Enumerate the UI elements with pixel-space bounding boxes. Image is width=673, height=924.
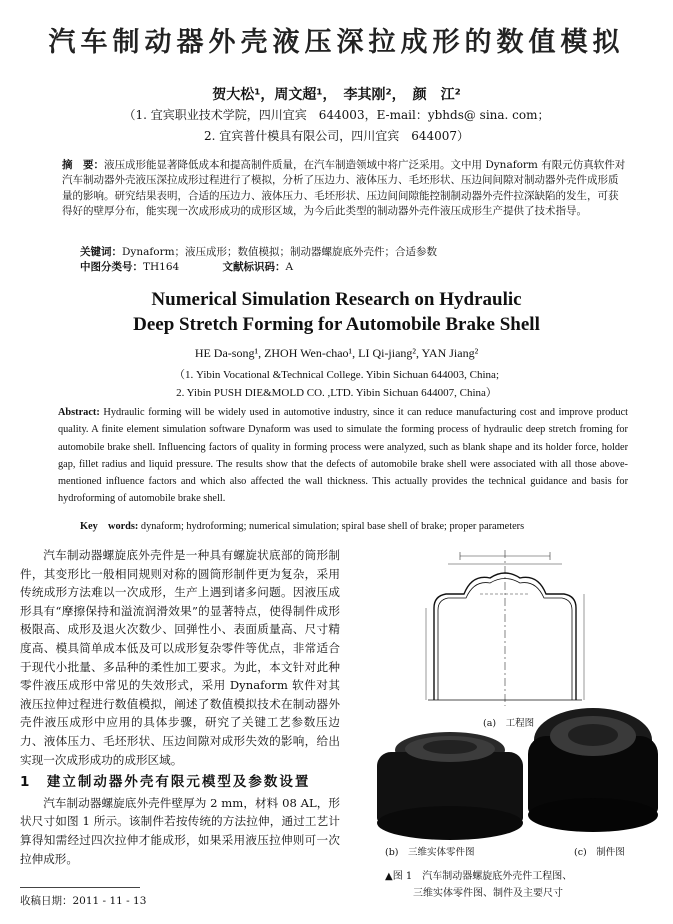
keywords-en-label: Key words: [80, 521, 139, 532]
keywords-cn-text: Dynaform；液压成形；数值模拟；制动器螺旋底外壳件；合适参数 [122, 246, 438, 258]
keywords-cn [80, 244, 437, 259]
abstract-cn-text: 液压成形能显著降低成本和提高制件质量，在汽车制造领域中将广泛采用。文中用 Dynaform 有限元仿真软件对汽车制动器外壳液压深拉成形过程进行了模拟，分析了压边力、液体压力、毛坯形状、压边间间隙对制动器外壳件成形质量的影响。研究结果表明，合适的压边力、液体压力、毛坯形状、压边间间隙能控制制动器外壳件拉深缺陷的发生，可获得好的壁厚分布，能实现一次成形成功的成形区域，为今后此类型的制动器外壳件液压成形生产提供了技术指导。 [62, 159, 626, 218]
keywords-en [80, 517, 524, 532]
affiliation-cn-2: 2. 宜宾普什模具有限公司，四川宜宾 644007） [203, 129, 470, 143]
affiliation-cn-1: （1. 宜宾职业技术学院，四川宜宾 644003，E-mail：ybhds@ sina. com； [123, 108, 550, 122]
paper-title-cn: 汽车制动器外壳液压深拉成形的数值模拟 [48, 27, 625, 58]
solid-model-3d [375, 730, 525, 842]
part-photo [528, 700, 658, 835]
figure-1-title-line-1: ▲图 1 汽车制动器螺旋底外壳件工程图、 [385, 871, 573, 882]
authors-en: HE Da-song¹, ZHOH Wen-chao¹, LI Qi-jiang², YAN Jiang² [194, 346, 479, 360]
section-1-heading: 1 建立制动器外壳有限元模型及参数设置 [20, 774, 311, 791]
figure-caption-a: (a) 工程图 [483, 718, 535, 729]
doc-code-label: 文献标识码： [222, 261, 286, 273]
figure-1-title [385, 868, 655, 902]
classification-label: 中图分类号： [80, 261, 143, 273]
paper-title-en-line-1: Numerical Simulation Research on Hydraulic [151, 289, 522, 310]
affiliation-en-1: （1. Yibin Vocational &Technical College. Yibin Sichuan 644003, China; [173, 369, 499, 381]
abstract-cn [62, 158, 628, 220]
figure-caption-c: (c) 制件图 [574, 847, 625, 858]
section-1-paragraph: 汽车制动器螺旋底外壳件壁厚为 2 mm，材料 08 AL，形状尺寸如图 1 所示。该制件若按传统的方法拉伸，通过工艺计算得知需经过四次拉伸才能成形，如果采用液压拉伸则可一次拉伸成形。 [20, 795, 340, 866]
figure-caption-b: (b) 三维实体零件图 [385, 847, 475, 858]
keywords-cn-label: 关键词： [80, 246, 122, 258]
doc-code-value: A [285, 261, 294, 273]
abstract-en [58, 404, 628, 508]
abstract-en-label: Abstract: [58, 407, 100, 418]
received-date: 收稿日期：2011 - 11 - 13 [20, 895, 147, 907]
authors-cn: 贺大松¹，周文超¹， 李其刚²， 颜 江² [212, 87, 461, 103]
classification-value: TH164 [143, 261, 180, 273]
abstract-en-text: Hydraulic forming will be widely used in automotive industry, since it can reduce manufacturing cost and improve product quality. A finite element simulation software Dynaform was used to simulate the forming process of hydraulic deep stretch froming for automobile brake shell. Influencing factors of quality in forming process were analyzed, such as blank shape and its holder force, holder gap, fillet radius and liquid pressure. The results show that the defects of automobile brake shell were associated with all those above-mentioned influence factors and which also affected the wall thickness. This actually provides the technical guidance and basis for hydroforming of automobile brake shell. [58, 407, 628, 505]
affiliation-en-2: 2. Yibin PUSH DIE&MOLD CO. ,LTD. Yibin Sichuan 644007, China） [176, 387, 497, 399]
footnote-rule [20, 887, 140, 888]
abstract-cn-label: 摘 要： [62, 159, 104, 171]
figure-1-title-line-2: 三维实体零件图、制件及主要尺寸 [413, 888, 563, 899]
intro-paragraph: 汽车制动器螺旋底外壳件是一种具有螺旋状底部的筒形制件，其变形比一般相同规则对称的圆筒形制件更为复杂，采用传统成形方法难以一次成形，生产上遇到诸多问题。因液压成形具有“摩擦保持和溢流润滑效果”的显著特点，使得制件成形极限高、成形及退火次数少、回弹性小、表面质量高、尺寸精度高、模具简单成本低及可以成形复杂零件等优点，非常适合于现代小批量、多品种的柔性加工要求。为此，本文针对此种零件液压成形中常见的失效形式，采用 Dynaform 软件对其液压拉伸过程进行数值模拟，阐述了数值模拟技术在制动器外壳件液压成形中应用的具体步骤，研究了关键工艺参数压边力、液体压力、毛坯形状、压边间隙对成形失效的影响，给出实现一次成形成功的成形区域。 [20, 548, 340, 767]
body-column-left [20, 546, 340, 868]
engineering-drawing [420, 548, 590, 708]
keywords-en-text: dynaform; hydroforming; numerical simulation; spiral base shell of brake; proper parameters [140, 521, 525, 532]
classification-cn [80, 259, 293, 274]
paper-title-en-line-2: Deep Stretch Forming for Automobile Brake Shell [133, 314, 540, 335]
paper-title-en [0, 287, 673, 337]
